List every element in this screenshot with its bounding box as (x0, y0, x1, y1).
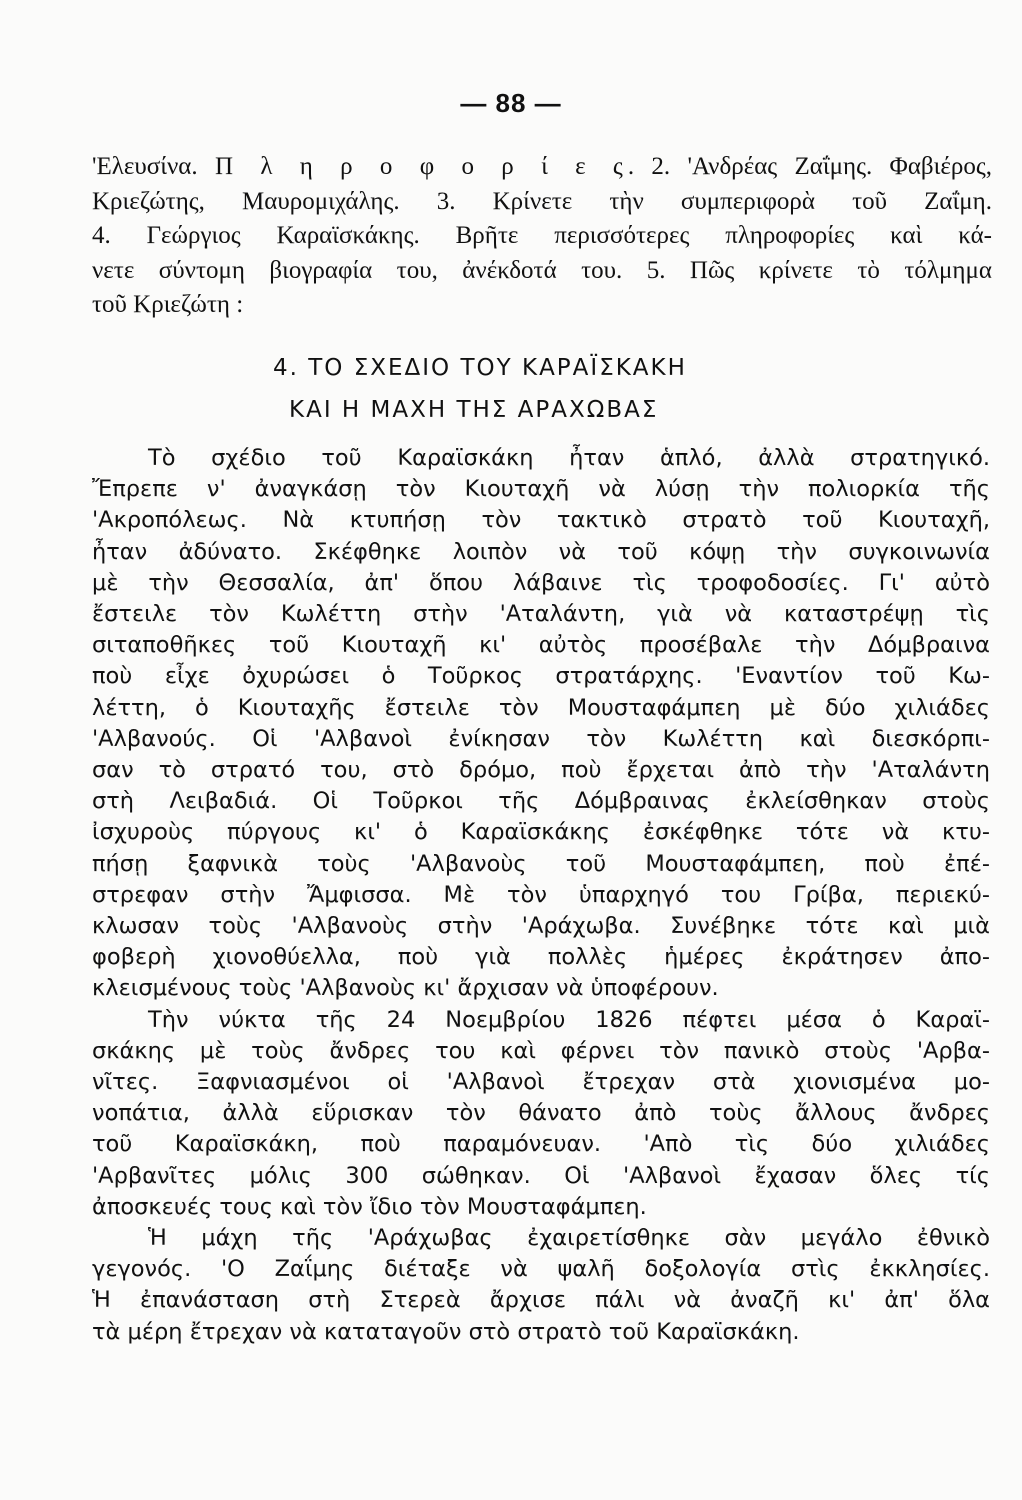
section-heading-line-1: 4. ΤΟ ΣΧΕΔΙΟ ΤΟΥ ΚΑΡΑΪΣΚΑΚΗ (273, 355, 687, 381)
text-line: κλωσαν τοὺς 'Αλβανοὺς στὴν 'Αράχωβα. Συνέβηκε τότε καὶ μιὰ (92, 913, 990, 940)
section-heading (273, 347, 687, 431)
text-line: Τὸ σχέδιο τοῦ Καραϊσκάκη ἦταν ἁπλό, ἀλλὰ στρατηγικό. (148, 445, 990, 471)
text-line: γεγονός. 'Ο Ζαΐμης διέταξε νὰ ψαλῆ δοξολογία στὶς ἐκκλησίες. (92, 1256, 990, 1283)
exercise-line (92, 150, 992, 185)
text-line: μὲ τὴν Θεσσαλία, ἀπ' ὅπου λάβαινε τὶς τροφοδοσίες. Γι' αὐτὸ (92, 569, 990, 596)
exercise-line: Κριεζώτης, Μαυρομιχάλης. 3. Κρίνετε τὴν συμπεριφορὰ τοῦ Ζαΐμη. (92, 187, 992, 215)
text-line: Ἡ μάχη τῆς 'Αράχωβας ἐχαιρετίσθηκε σὰν μεγάλο ἐθνικὸ (148, 1225, 990, 1252)
body-text (92, 443, 990, 1348)
text-line: σαν τὸ στρατό του, στὸ δρόμο, ποὺ ἔρχεται ἀπὸ τὴν 'Αταλάντη (92, 757, 990, 784)
text-line: Ἔπρεπε ν' ἀναγκάσῃ τὸν Κιουταχῆ νὰ λύσῃ τὴν πολιορκία τῆς (92, 476, 990, 503)
text-line: Ἡ ἐπανάσταση στὴ Στερεὰ ἄρχισε πάλι νὰ ἀναζῆ κι' ἀπ' ὅλα (92, 1287, 990, 1314)
text-line: τὰ μέρη ἔτρεχαν νὰ καταταγοῦν στὸ στρατὸ τοῦ Καραϊσκάκη. (92, 1318, 800, 1345)
text-line: ποὺ εἶχε ὀχυρώσει ὁ Τοῦρκος στρατάρχης. 'Εναντίον τοῦ Κω- (92, 663, 990, 690)
text-line: νοπάτια, ἀλλὰ εὕρισκαν τὸν θάνατο ἀπὸ τοὺς ἄλλους ἄνδρες (92, 1100, 990, 1127)
text-line: φοβερὴ χιονοθύελλα, ποὺ γιὰ πολλὲς ἡμέρες ἐκράτησεν ἀπο- (92, 944, 990, 971)
text-line: 'Αρβανῖτες μόλις 300 σώθηκαν. Οἱ 'Αλβανοὶ ἔχασαν ὅλες τίς (92, 1162, 990, 1189)
exercise-line-end: . 2. 'Ανδρέας Ζαΐμης. Φαβιέρος, (627, 153, 992, 180)
text-line: 'Αλβανούς. Οἱ 'Αλβανοὶ ἐνίκησαν τὸν Κωλέττη καὶ διεσκόρπι- (92, 725, 990, 752)
exercise-line: νετε σύντομη βιογραφία του, ἀνέκδοτά του. 5. Πῶς κρίνετε τὸ τόλμημα (92, 256, 992, 284)
text-line: νῖτες. Ξαφνιασμένοι οἱ 'Αλβανοὶ ἔτρεχαν στὰ χιονισμένα μο- (92, 1069, 990, 1096)
text-line: ἔστειλε τὸν Κωλέττη στὴν 'Αταλάντη, γιὰ νὰ καταστρέψῃ τὶς (92, 601, 990, 628)
text-line: τοῦ Καραϊσκάκη, ποὺ παραμόνευαν. 'Απὸ τὶς δύο χιλιάδες (92, 1131, 990, 1158)
text-line: ἀποσκευές τους καὶ τὸν ἴδιο τὸν Μουσταφάμπεη. (92, 1193, 647, 1220)
text-line: σιταποθῆκες τοῦ Κιουταχῆ κι' αὐτὸς προσέβαλε τὴν Δόμβραινα (92, 632, 990, 659)
text-line: στρεφαν στὴν Ἄμφισσα. Μὲ τὸν ὑπαρχηγό του Γρίβα, περιεκύ- (92, 881, 990, 908)
page-number: — 88 — (460, 88, 562, 118)
text-line: λέττη, ὁ Κιουταχῆς ἔστειλε τὸν Μουσταφάμπεη μὲ δύο χιλιάδες (92, 694, 990, 721)
text-line: ἦταν ἀδύνατο. Σκέφθηκε λοιπὸν νὰ τοῦ κόψῃ τὴν συγκοινωνία (92, 538, 990, 565)
text-line: κλεισμένους τοὺς 'Αλβανοὺς κι' ἄρχισαν νὰ ὑποφέρουν. (92, 975, 719, 1002)
text-line: σκάκης μὲ τοὺς ἄνδρες του καὶ φέρνει τὸν πανικὸ στοὺς 'Αρβα- (92, 1037, 990, 1064)
exercise-questions (92, 150, 992, 323)
text-line: Τὴν νύκτα τῆς 24 Νοεμβρίου 1826 πέφτει μέσα ὁ Καραϊ- (148, 1006, 990, 1033)
section-heading-line-2: ΚΑΙ Η ΜΑΧΗ ΤΗΣ ΑΡΑΧΩΒΑΣ (289, 397, 659, 423)
exercise-line: 4. Γεώργιος Καραϊσκάκης. Βρῆτε περισσότερες πληροφορίες καὶ κά- (92, 222, 992, 249)
text-line: πήσῃ ξαφνικὰ τοὺς 'Αλβανοὺς τοῦ Μουσταφάμπεη, ποὺ ἐπέ- (92, 850, 990, 877)
text-line: ἰσχυροὺς πύργους κι' ὁ Καραϊσκάκης ἐσκέφθηκε τότε νὰ κτυ- (92, 819, 990, 846)
exercise-line-start: 'Ελευσίνα. (92, 153, 215, 180)
spaced-word: Π λ η ρ ο φ ο ρ ί ε ς (214, 153, 628, 180)
text-line: 'Ακροπόλεως. Νὰ κτυπήσῃ τὸν τακτικὸ στρατὸ τοῦ Κιουταχῆ, (92, 507, 990, 534)
exercise-line: τοῦ Κριεζώτη : (92, 291, 244, 318)
text-line: στὴ Λειβαδιά. Οἱ Τοῦρκοι τῆς Δόμβραινας ἐκλείσθηκαν στοὺς (92, 788, 990, 815)
